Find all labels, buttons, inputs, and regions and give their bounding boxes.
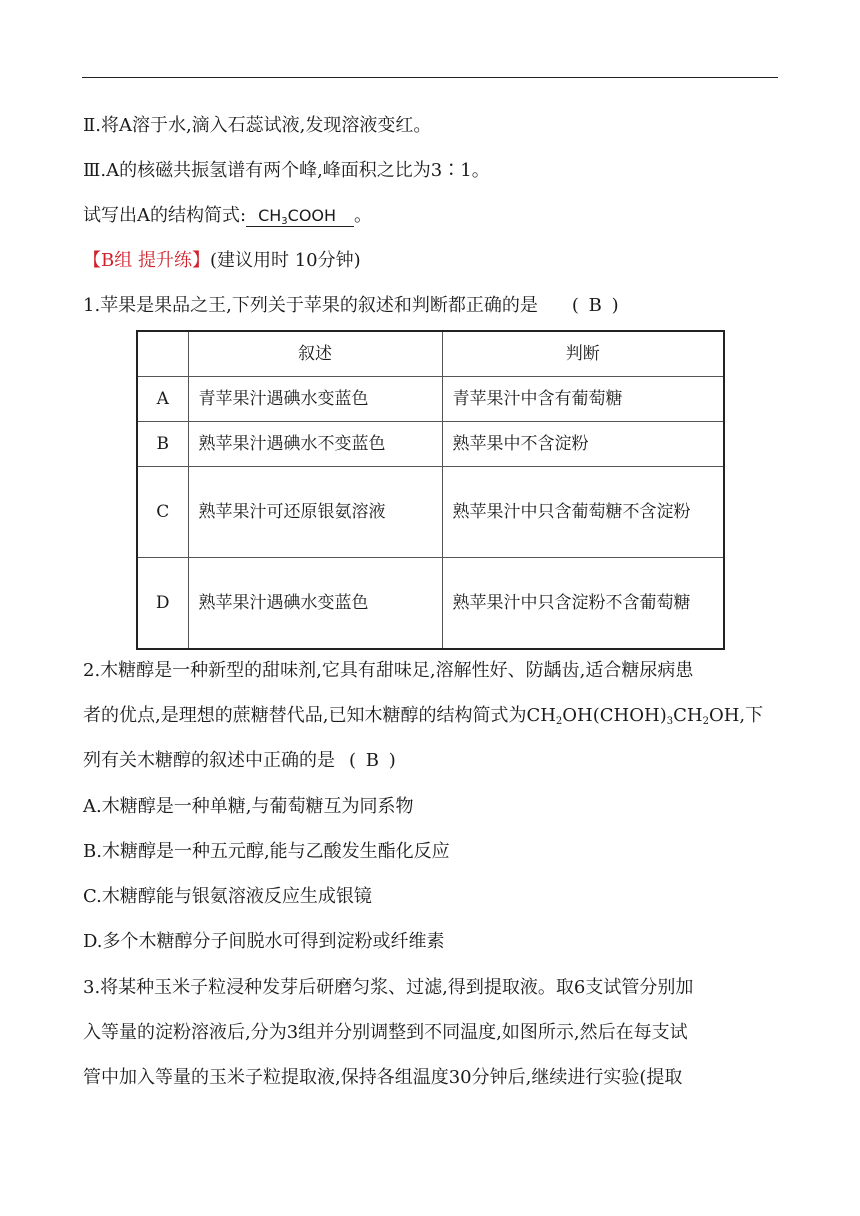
write-prompt: 试写出A的结构简式: <box>83 205 247 226</box>
table-header-row <box>137 331 724 377</box>
table-header-cell: 判断 <box>442 331 724 377</box>
option-key: C <box>137 467 188 558</box>
q1-answer: ( B ) <box>571 295 621 316</box>
option-judgement: 熟苹果汁中只含葡萄糖不含淀粉 <box>442 467 724 558</box>
question-1 <box>83 294 621 318</box>
option-statement: 熟苹果汁遇碘水变蓝色 <box>188 558 442 650</box>
write-end: 。 <box>354 205 373 226</box>
q2-text: 列有关木糖醇的叙述中正确的是 <box>83 750 335 771</box>
table-header-cell: 叙述 <box>188 331 442 377</box>
q1-text: 1.苹果是果品之王,下列关于苹果的叙述和判断都正确的是 <box>83 295 538 316</box>
q2-option-c: C.木糖醇能与银氨溶液反应生成银镜 <box>83 886 372 907</box>
header-rule <box>82 77 778 78</box>
section-tag: 【B组 提升练】 <box>83 250 210 271</box>
part-iii-text: Ⅲ.A的核磁共振氢谱有两个峰,峰面积之比为3∶1。 <box>83 160 490 181</box>
table-row <box>137 422 724 467</box>
section-time: (建议用时 10分钟) <box>209 250 361 271</box>
q1-options-table <box>136 330 725 650</box>
option-judgement: 青苹果汁中含有葡萄糖 <box>442 377 724 422</box>
option-key: A <box>137 377 188 422</box>
part-ii-text: Ⅱ.将A溶于水,滴入石蕊试液,发现溶液变红。 <box>83 115 432 136</box>
q3-line-2: 入等量的淀粉溶液后,分为3组并分别调整到不同温度,如图所示,然后在每支试 <box>83 1022 688 1043</box>
write-structure-line <box>83 204 372 228</box>
table-row <box>137 377 724 422</box>
option-judgement: 熟苹果汁中只含淀粉不含葡萄糖 <box>442 558 724 650</box>
table-row <box>137 467 724 558</box>
table-row <box>137 558 724 650</box>
option-statement: 熟苹果汁可还原银氨溶液 <box>188 467 442 558</box>
option-statement: 青苹果汁遇碘水变蓝色 <box>188 377 442 422</box>
section-heading <box>83 249 361 273</box>
q3-line-3: 管中加入等量的玉米子粒提取液,保持各组温度30分钟后,继续进行实验(提取 <box>83 1067 683 1088</box>
option-judgement: 熟苹果中不含淀粉 <box>442 422 724 467</box>
q2-option-b: B.木糖醇是一种五元醇,能与乙酸发生酯化反应 <box>83 841 450 862</box>
q2-line-2: 者的优点,是理想的蔗糖替代品,已知木糖醇的结构简式为$CH_2OH(CHOH)_3CH_2OH$,下 <box>83 705 764 727</box>
table-header-cell <box>137 331 188 377</box>
q2-option-a: A.木糖醇是一种单糖,与葡萄糖互为同系物 <box>83 796 414 817</box>
q2-line-1: 2.木糖醇是一种新型的甜味剂,它具有甜味足,溶解性好、防龋齿,适合糖尿病患 <box>83 660 694 681</box>
q2-answer: ( B ) <box>349 750 398 771</box>
answer-formula: $CH_3COOH$ <box>246 205 354 227</box>
option-key: B <box>137 422 188 467</box>
q2-line-3 <box>83 749 398 773</box>
option-statement: 熟苹果汁遇碘水不变蓝色 <box>188 422 442 467</box>
q2-option-d: D.多个木糖醇分子间脱水可得到淀粉或纤维素 <box>83 931 445 952</box>
q3-line-1: 3.将某种玉米子粒浸种发芽后研磨匀浆、过滤,得到提取液。取6支试管分别加 <box>83 977 694 998</box>
option-key: D <box>137 558 188 650</box>
